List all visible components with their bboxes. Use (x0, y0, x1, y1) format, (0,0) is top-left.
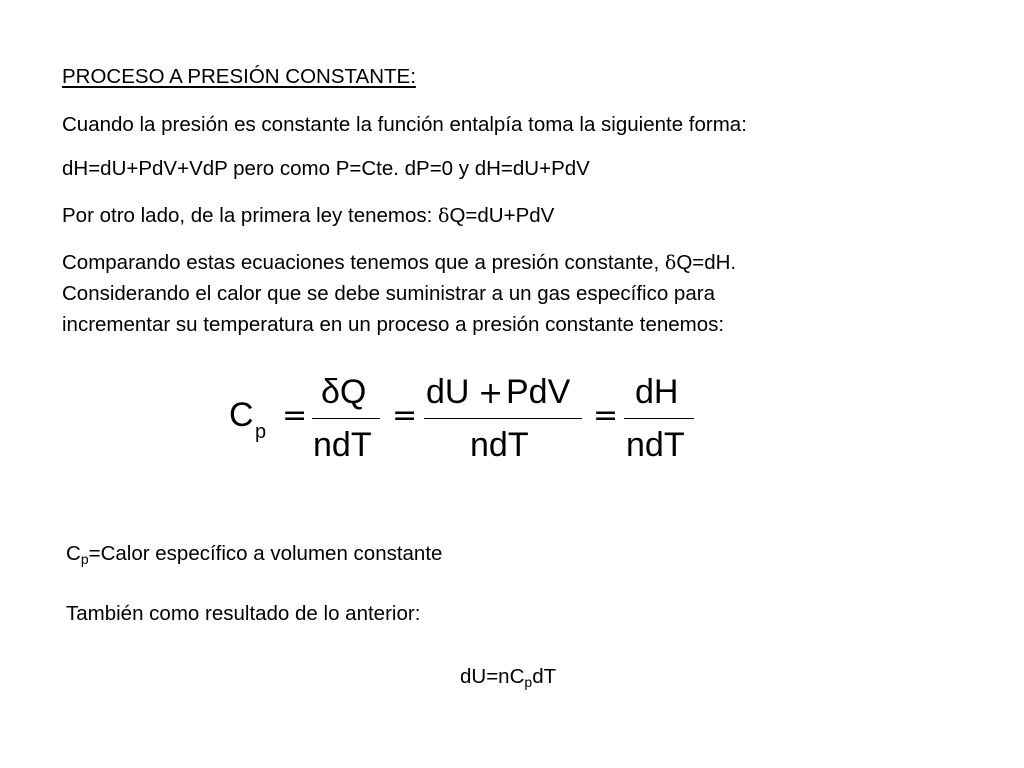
cp-symbol: C (229, 396, 254, 434)
equals-sign: = (593, 398, 619, 433)
cp-definition-subscript: p (80, 551, 89, 567)
enthalpy-intro-text: Cuando la presión es constante la función entalpía toma la siguiente forma: (62, 113, 747, 136)
delta-symbol: δ (664, 252, 677, 274)
cp-subscript: p (255, 421, 267, 443)
fraction1-numerator: δQ (321, 373, 367, 411)
comparison-text: Comparando estas ecuaciones tenemos que a presión constante, (62, 251, 665, 274)
fraction1-bar (312, 418, 380, 419)
section-title: PROCESO A PRESIÓN CONSTANTE: (62, 65, 416, 88)
cp-definition-symbol: C (66, 542, 81, 565)
fraction2-numerator-du: dU (426, 373, 470, 411)
du-equation (460, 661, 556, 692)
first-law-equation: Q=dU+PdV (449, 204, 555, 227)
equals-sign: = (392, 398, 418, 433)
enthalpy-equation-text: dH=dU+PdV+VdP pero como P=Cte. dP=0 y dH=dU+PdV (62, 157, 590, 180)
paragraph-line-2: Considerando el calor que se debe suministrar a un gas específico para (62, 282, 715, 305)
equals-sign: = (282, 398, 308, 433)
paragraph-line-3: incrementar su temperatura en un proceso a presión constante tenemos: (62, 313, 725, 336)
fraction3-bar (624, 418, 694, 419)
cp-definition (66, 538, 442, 569)
fraction2-denominator: ndT (470, 426, 529, 464)
fraction1-denominator: ndT (313, 426, 372, 464)
du-equation-subscript: p (524, 674, 533, 690)
fraction2-bar (424, 418, 582, 419)
comparison-equation: Q=dH. (676, 251, 737, 274)
delta-symbol: δ (438, 205, 450, 227)
fraction3-numerator: dH (635, 373, 679, 411)
cp-definition-text: =Calor específico a volumen constante (88, 542, 443, 565)
fraction2-numerator-pdv: PdV (506, 373, 571, 411)
du-equation-post: dT (532, 665, 557, 688)
also-result-text: También como resultado de lo anterior: (66, 602, 421, 625)
comparison-paragraph (62, 247, 736, 340)
first-law-text (62, 200, 554, 232)
plus-sign: + (478, 376, 504, 411)
du-equation-pre: dU=nC (460, 665, 525, 688)
fraction3-denominator: ndT (626, 426, 685, 464)
first-law-label: Por otro lado, de la primera ley tenemos: (62, 204, 439, 227)
